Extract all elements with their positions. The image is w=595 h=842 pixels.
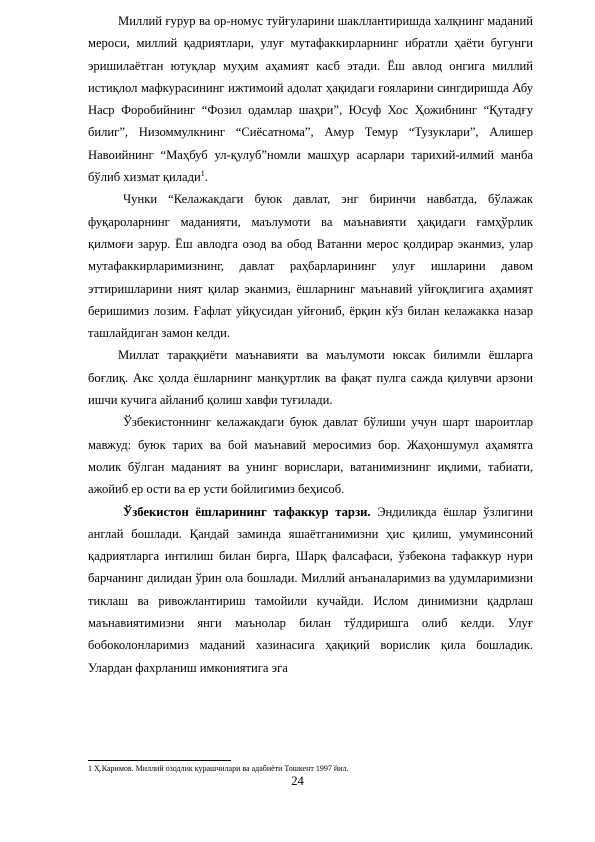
paragraph-1-text: Миллий ғурур ва ор-номус туйғуларини шакллантиришда халқнинг маданий мероси, миллий қадриятлари, улуғ мутафаккирларнинг ибратли ҳаёти бугунги эришилаётган ютуқлар муҳим аҳамият касб этади. Ёш авлод онгига миллий истиқлол мафкурасининг ижтимоий адолат ҳақидаги ғояларини сингдиришда Абу Наср Форобийнинг “Фозил одамлар шаҳри”, Юсуф Хос Ҳожибнинг “Қутадғу билиг”, Низоммулкнинг “Сиёсатнома”, Амур Темур “Тузуклари”, Алишер Навоийнинг “Маҳбуб ул-қулуб”номли машҳур асарлари тарихий-илмий манба бўлиб хизмат қилади (88, 14, 533, 185)
paragraph-5-text: Эндиликда ёшлар ўзлигини англай бошлади. Қандай заминда яшаётганимизни ҳис қилиш, умуминсоний қадриятларга интилиш билан бирга, Шарқ фалсафаси, ўзбекона тафаккур нури барчанинг дилидан ўрин ола бошлади. Миллий анъаналаримиз ва удумларимизни тиклаш ва ривожлантириш тамойили кучайди. Ислом динимизни қадрлаш маънавиятимизни янги маънолар билан тўлдиришга олиб келди. Улуғ бобоколонларимиз маданий хазинасига ҳақиқий ворислик қила бошладик. Улардан фахрланиш имкониятига эга (88, 504, 533, 675)
paragraph-3: Миллат тараққиёти маънавияти ва маълумоти юксак билимли ёшларга боғлиқ. Акс ҳолда ёшларнинг манқуртлик ва фақат пулга сажда қилувчи арзони ишчи кучига айланиб қолиш хавфи туғилади. (88, 348, 533, 408)
paragraph-2: Чунки “Келажакдаги буюк давлат, энг биринчи навбатда, бўлажак фуқароларнинг маданияти, маълумоти ва маънавияти ҳақидаги ғамҳўрлик қилмоғи зарур. Ёш авлодга озод ва обод Ватанни мерос қолдирар эканмиз, улар мутафаккирларимизнинг, давлат раҳбарларининг улуғ ишларини давом эттиришларини ният қилар эканмиз, ёшларнинг маънавий уйғоқлигига аҳамият беришимиз лозим. Ғафлат уйқусидан уйғониб, ёрқин кўз билан келажакка назар ташлайдиган замон келди. (88, 192, 533, 341)
page-number: 24 (291, 774, 304, 788)
paragraph-5 (88, 501, 533, 679)
section-heading: Ўзбекистон ёшларининг тафаккур тарзи. (123, 504, 371, 519)
paragraph-1 (88, 10, 533, 188)
footnote-divider (88, 760, 231, 761)
page-body (88, 10, 533, 679)
footnote: 1 Ҳ.Каримов. Миллий озодлик курашчилари ва адабиёти Тошкент 1997 йил. (88, 764, 349, 773)
footnote-marker: 1 (200, 168, 205, 178)
paragraph-4: Ўзбекистоннинг келажакдаги буюк давлат бўлиши учун шарт шароитлар мавжуд: буюк тарих ва бой маънавий меросимиз бор. Жаҳоншумул аҳамятга молик бўлган маданият ва унинг ворислари, ватанимизнинг иқлими, табиати, ажойиб ер ости ва ер усти бойлигимиз беҳисоб. (88, 415, 533, 497)
paragraph-1-end: . (204, 170, 208, 185)
